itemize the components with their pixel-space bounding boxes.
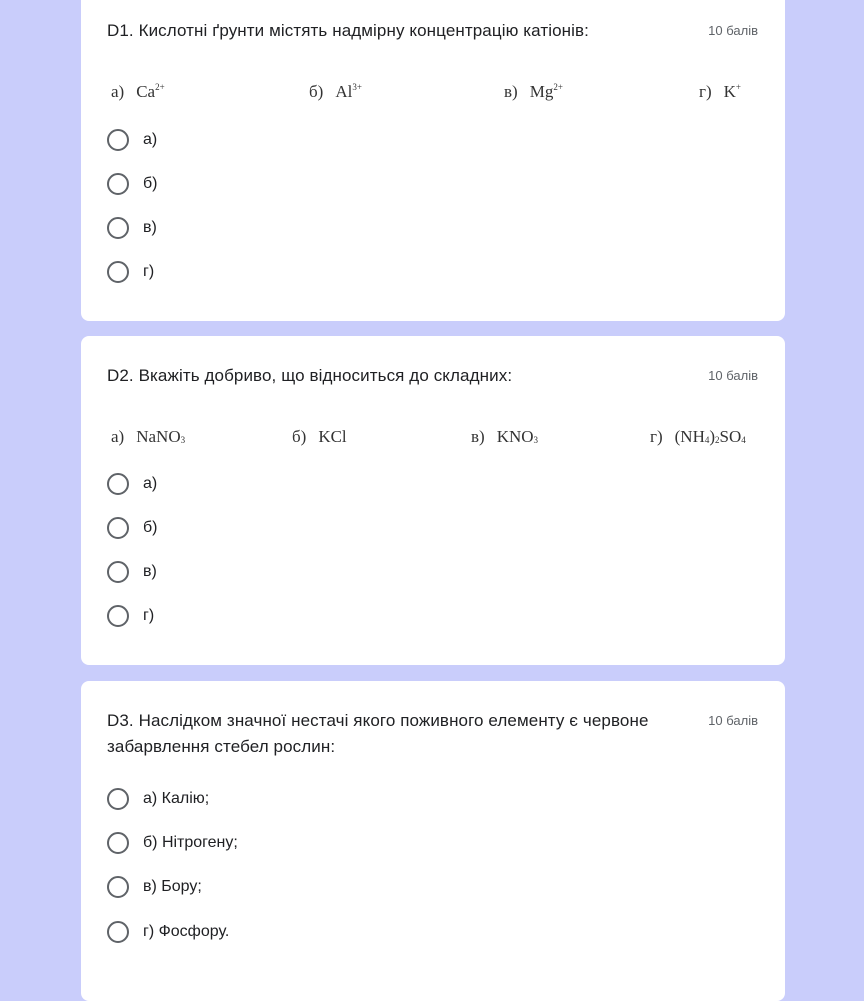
question-card-d1 xyxy=(81,0,785,321)
option-label: г) Фосфору. xyxy=(143,923,230,940)
formula-option-b: б) KCl xyxy=(292,427,347,446)
formula-option-a: а) $Ca^{2+}$ xyxy=(111,82,165,101)
formula-option-d: г) $(NH_4)_2SO_4$ xyxy=(650,427,746,446)
option-label: б) Нітрогену; xyxy=(143,834,238,851)
option-label: а) xyxy=(143,475,158,492)
radio-button[interactable] xyxy=(107,129,129,151)
question-card-d3 xyxy=(81,681,785,1001)
radio-button[interactable] xyxy=(107,561,129,583)
formula-row xyxy=(81,82,785,106)
radio-option-a[interactable] xyxy=(107,786,209,812)
radio-option-d[interactable] xyxy=(107,259,154,285)
option-label: а) xyxy=(143,131,158,148)
option-label: в) Бору; xyxy=(143,878,202,895)
radio-button[interactable] xyxy=(107,605,129,627)
radio-button[interactable] xyxy=(107,261,129,283)
formula-option-c: в) $Mg^{2+}$ xyxy=(504,82,563,101)
formula-option-d: г) K+ xyxy=(699,82,741,101)
formula-row xyxy=(81,427,785,451)
option-label: в) xyxy=(143,563,157,580)
radio-option-c[interactable] xyxy=(107,215,157,241)
points-badge: 10 балів xyxy=(708,713,758,728)
option-label: г) xyxy=(143,263,155,280)
radio-option-c[interactable] xyxy=(107,559,157,585)
question-title: D2. Вкажіть добриво, що відноситься до складних: xyxy=(107,366,513,385)
points-badge: 10 балів xyxy=(708,368,758,383)
radio-option-c[interactable] xyxy=(107,874,202,900)
option-label: г) xyxy=(143,607,155,624)
radio-option-d[interactable] xyxy=(107,919,229,945)
option-label: в) xyxy=(143,219,157,236)
radio-button[interactable] xyxy=(107,876,129,898)
formula-option-a: а) NaNO$_3$ xyxy=(111,427,186,446)
radio-button[interactable] xyxy=(107,173,129,195)
formula-option-c: в) $KNO_3$ xyxy=(471,427,539,446)
formula-option-b: б) $Al^{3+}$ xyxy=(309,82,362,101)
radio-option-b[interactable] xyxy=(107,171,158,197)
radio-button[interactable] xyxy=(107,832,129,854)
option-label: б) xyxy=(143,519,158,536)
radio-button[interactable] xyxy=(107,517,129,539)
question-title: D1. Кислотні ґрунти містять надмірну концентрацію катіонів: xyxy=(107,21,589,40)
radio-option-d[interactable] xyxy=(107,603,154,629)
points-badge: 10 балів xyxy=(708,23,758,38)
radio-button[interactable] xyxy=(107,473,129,495)
radio-button[interactable] xyxy=(107,217,129,239)
radio-option-a[interactable] xyxy=(107,471,157,497)
option-label: а) Калію; xyxy=(143,790,210,807)
option-label: б) xyxy=(143,175,158,192)
radio-button[interactable] xyxy=(107,788,129,810)
radio-option-b[interactable] xyxy=(107,830,238,856)
question-title: D3. Наслідком значної нестачі якого поживного елементу є червоне забарвлення стебел рослин: xyxy=(107,711,649,756)
question-card-d2 xyxy=(81,336,785,665)
radio-button[interactable] xyxy=(107,921,129,943)
radio-option-b[interactable] xyxy=(107,515,158,541)
radio-option-a[interactable] xyxy=(107,127,157,153)
